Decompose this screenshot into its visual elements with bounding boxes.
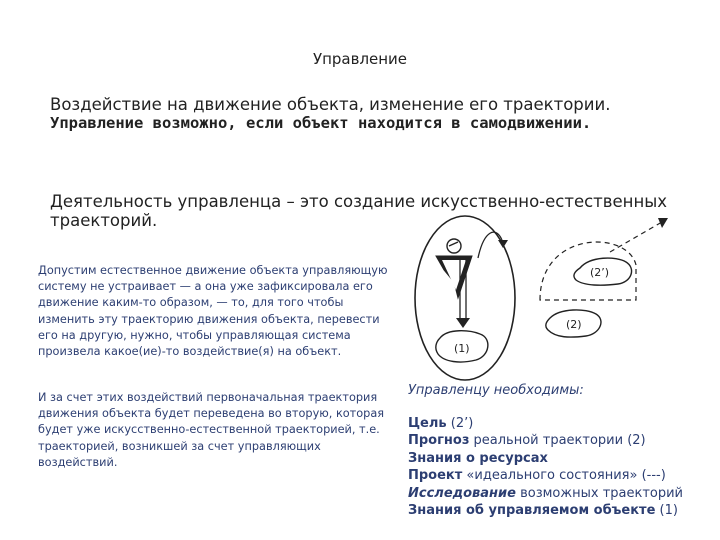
requirements-list: [408, 415, 718, 519]
left-text-1: Допустим естественное движение объекта управляющую систему не устраивает — а она уже зафиксировала его движение каким-то образом, — то, для того чтобы изменить эту траекторию движения объекта, перевести его на другую, нужно, чтобы управляющая система произвела какое(ие)-то воздействие(я) на объект.: [38, 264, 388, 359]
left-text-2: И за счет этих воздействий первоначальная траектория движения объекта будет переведена во вторую, которая будет уже искусственно-естественной траекторией, т.е. траекторией, возникшей за счет управляющих воздействий.: [38, 391, 385, 469]
list-item: Исследование возможных траекторий: [408, 485, 684, 501]
list-item: Проект «идеального состояния» (---): [408, 468, 666, 484]
list-item: Знания о ресурсах: [408, 450, 548, 466]
definition-line: Воздействие на движение объекта, изменение его траектории.: [50, 95, 611, 114]
dashed-arrow: [610, 222, 662, 252]
paragraph-activity: Деятельность управленца – это создание искусственно-естественных траекторий.: [50, 192, 668, 230]
paragraph-definition: [50, 96, 710, 132]
definition-bold: Управление возможно, если объект находится в самодвижении.: [50, 114, 592, 132]
label-1: (1): [454, 342, 470, 355]
arc-arrow-head: [498, 240, 508, 248]
label-2prime: (2’): [590, 266, 610, 279]
list-item: Прогноз реальной траектории (2): [408, 433, 646, 449]
label-2: (2): [566, 318, 582, 331]
list-item: Цель (2’): [408, 416, 474, 431]
arrow-head-down: [456, 318, 470, 328]
right-heading: Управленцу необходимы:: [408, 383, 584, 398]
ideal-trajectory-dashed: [540, 242, 636, 300]
slide-title: Управление: [312, 50, 408, 68]
object-mark: [449, 242, 458, 246]
trajectory-diagram: [400, 210, 720, 382]
list-item: Знания об управляемом объекте (1): [408, 503, 678, 519]
